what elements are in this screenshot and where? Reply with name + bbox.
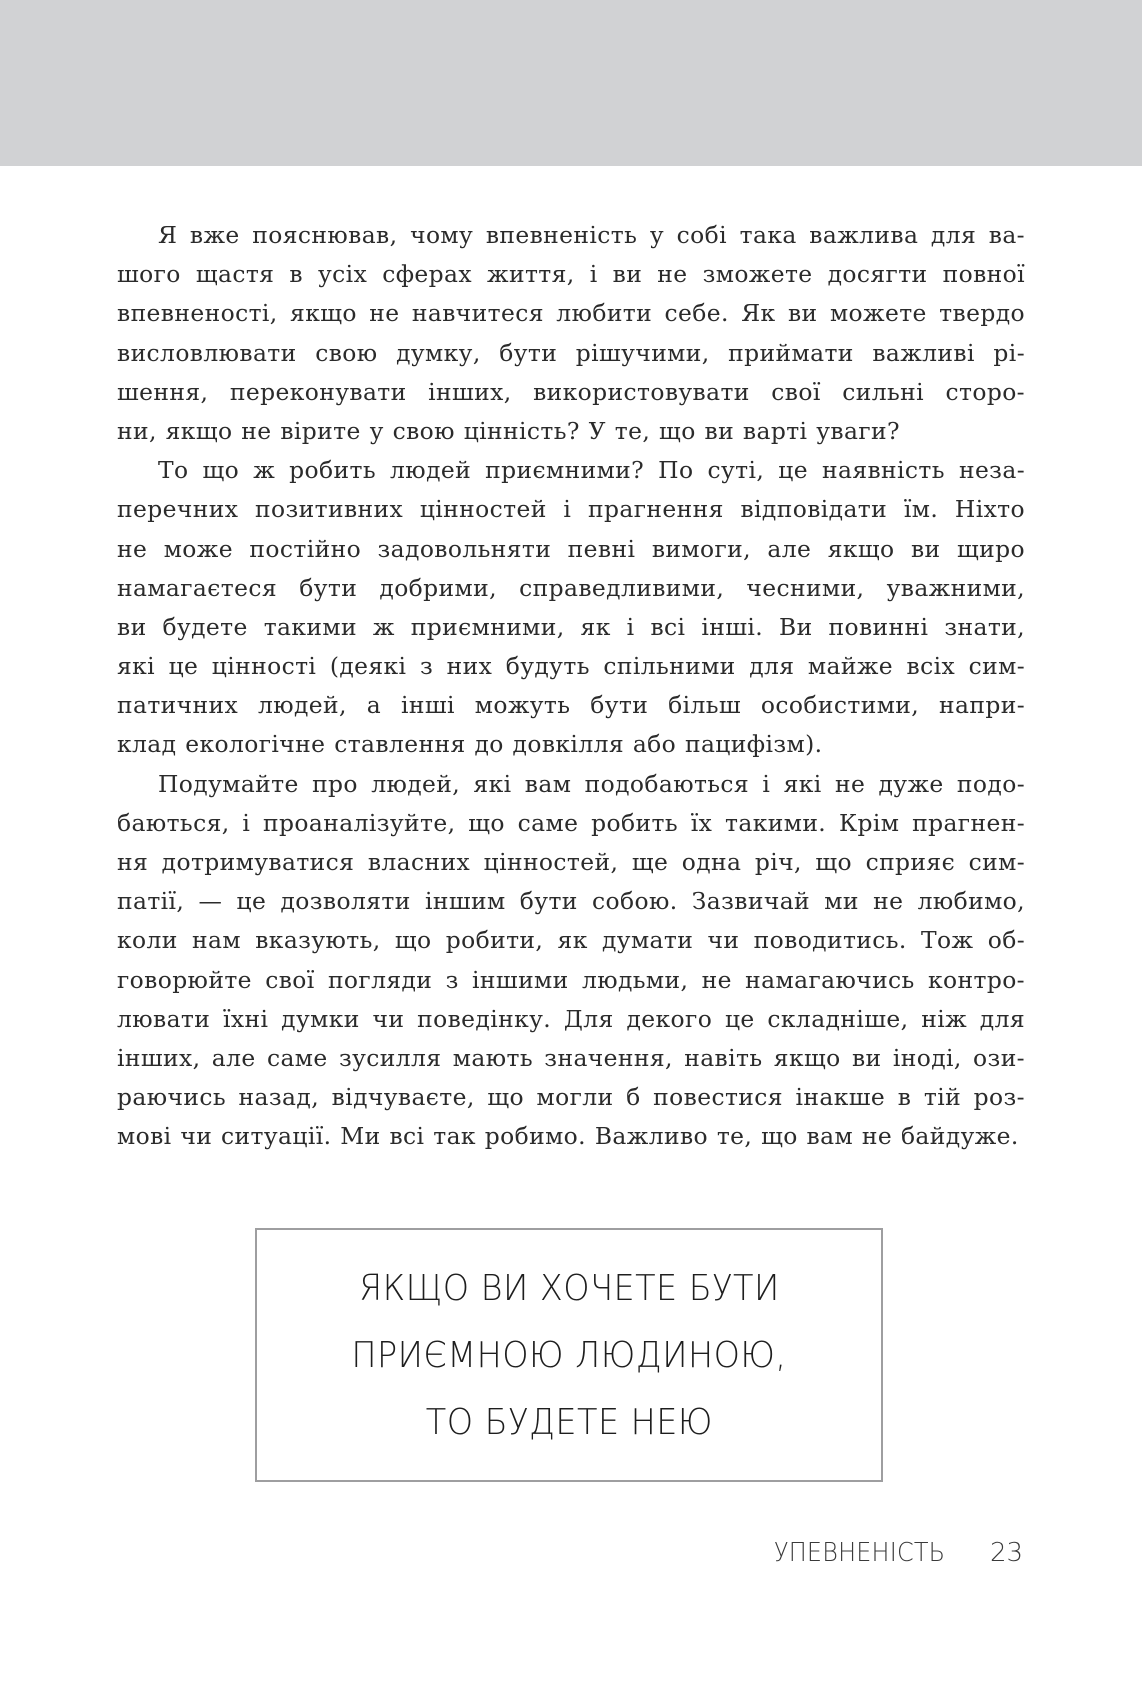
page-number: 23 — [990, 1538, 1024, 1568]
paragraph-1-line-6: ни, якщо не вірите у свою цінність? У те, що ви варті уваги? — [117, 416, 900, 445]
paragraph-2-line-4: намагаєтеся бути добрими, справедливими, чесними, уважними, — [117, 573, 1025, 602]
paragraph-3-line-2: баються, і проаналізуйте, що саме робить їх такими. Крім прагнен- — [117, 808, 1025, 837]
paragraph-1-line-2: шого щастя в усіх сферах життя, і ви не зможете досягти повної — [117, 260, 1025, 289]
paragraph-3-line-1: Подумайте про людей, які вам подобаються і які не дуже подо- — [158, 769, 1025, 798]
paragraph-3-line-4: патії, — це дозволяти іншим бути собою. Зазвичай ми не любимо, — [117, 887, 1025, 916]
paragraph-3-line-7: лювати їхні думки чи поведінку. Для декого це складніше, ніж для — [117, 1004, 1025, 1033]
paragraph-3-line-9: раючись назад, відчуваєте, що могли б повестися інакше в тій роз- — [117, 1083, 1025, 1112]
paragraph-2-line-7: патичних людей, а інші можуть бути більш особистими, напри- — [117, 691, 1025, 720]
paragraph-3-line-10: мові чи ситуації. Ми всі так робимо. Важливо те, що вам не байдуже. — [117, 1122, 1019, 1151]
paragraph-1-line-1: Я вже пояснював, чому впевненість у собі така важлива для ва- — [158, 221, 1025, 249]
paragraph-2-line-1: То що ж робить людей приємними? По суті, це наявність неза- — [158, 456, 1025, 485]
paragraph-3-line-6: говорюйте свої погляди з іншими людьми, не намагаючись контро- — [117, 965, 1025, 994]
pull-quote-line-2: ПРИЄМНОЮ ЛЮДИНОЮ, — [351, 1334, 787, 1376]
pull-quote-line-1: ЯКЩО ВИ ХОЧЕТЕ БУТИ — [358, 1267, 780, 1309]
paragraph-1-line-4: висловлювати свою думку, бути рішучими, приймати важливі рі- — [117, 338, 1025, 367]
body-text — [117, 216, 1025, 1157]
paragraph-1-line-3: впевненості, якщо не навчитеся любити себе. Як ви можете твердо — [117, 299, 1025, 328]
paragraph-2-line-8: клад екологічне ставлення до довкілля або пацифізм). — [117, 730, 823, 759]
paragraph-3-line-8: інших, але саме зусилля мають значення, навіть якщо ви іноді, ози- — [117, 1043, 1025, 1072]
pull-quote-line-3: ТО БУДЕТЕ НЕЮ — [425, 1401, 713, 1443]
paragraph-3-line-5: коли нам вказують, що робити, як думати чи поводитись. Тож об- — [117, 926, 1025, 955]
paragraph-1-line-5: шення, переконувати інших, використовувати свої сильні сторо- — [117, 377, 1025, 406]
pull-quote-box — [255, 1228, 883, 1482]
paragraph-3-line-3: ня дотримуватися власних цінностей, ще одна річ, що сприяє сим- — [117, 848, 1025, 876]
paragraph-2-line-3: не може постійно задовольняти певні вимоги, але якщо ви щиро — [117, 534, 1025, 563]
paragraph-2-line-5: ви будете такими ж приємними, як і всі інші. Ви повинні знати, — [117, 612, 1025, 641]
paragraph-2-line-6: які це цінності (деякі з них будуть спільними для майже всіх сим- — [117, 652, 1025, 681]
paragraph-2-line-2: перечних позитивних цінностей і прагнення відповідати їм. Ніхто — [117, 495, 1025, 524]
footer-section-title: УПЕВНЕНІСТЬ — [774, 1538, 946, 1568]
top-header-band — [0, 0, 1142, 166]
